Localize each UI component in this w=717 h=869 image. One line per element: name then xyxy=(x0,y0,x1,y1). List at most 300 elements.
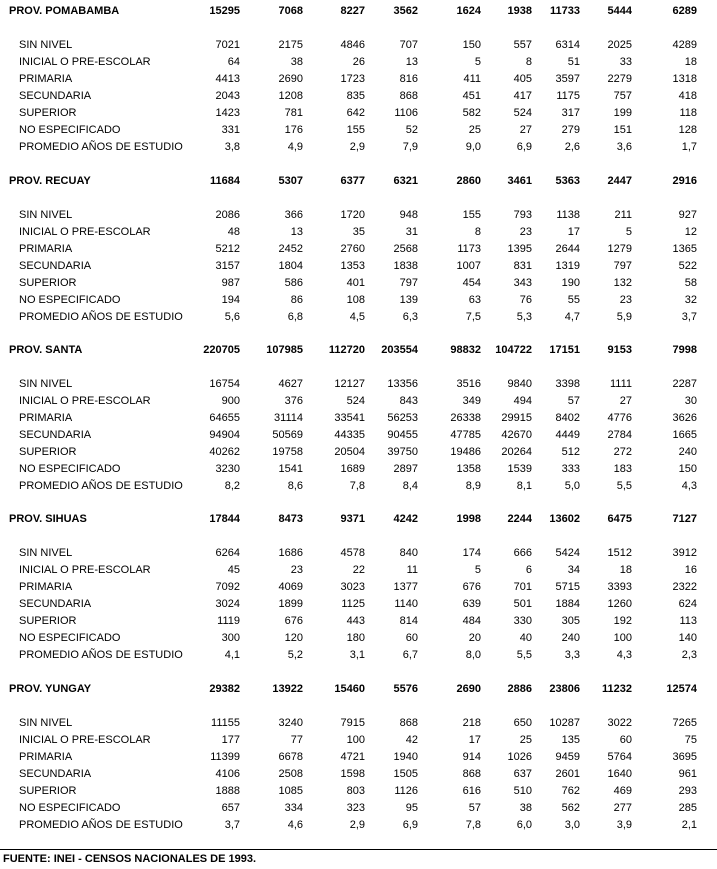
table-cell: 76 xyxy=(519,294,532,306)
table-cell: 3157 xyxy=(215,260,240,272)
province-total-cell: 6377 xyxy=(340,175,365,187)
table-cell: 401 xyxy=(346,277,365,289)
table-cell: 139 xyxy=(399,294,418,306)
table-cell: 451 xyxy=(462,90,481,102)
table-cell: 19758 xyxy=(272,446,303,458)
table-cell: 1899 xyxy=(278,598,303,610)
table-cell: 2043 xyxy=(215,90,240,102)
table-cell: 5,3 xyxy=(516,311,532,323)
table-cell: 4106 xyxy=(215,768,240,780)
row-label: INICIAL O PRE-ESCOLAR xyxy=(19,395,151,407)
table-cell: 240 xyxy=(678,446,697,458)
table-cell: 12127 xyxy=(334,378,365,390)
table-cell: 5,5 xyxy=(616,480,632,492)
table-cell: 2,3 xyxy=(681,649,697,661)
province-block xyxy=(0,681,717,851)
table-cell: 586 xyxy=(284,277,303,289)
table-cell: 6678 xyxy=(278,751,303,763)
table-cell: 5,2 xyxy=(287,649,303,661)
table-cell: 42 xyxy=(405,734,418,746)
table-cell: 140 xyxy=(678,632,697,644)
table-cell: 26338 xyxy=(450,412,481,424)
table-cell: 27 xyxy=(619,395,632,407)
table-cell: 417 xyxy=(513,90,532,102)
table-row xyxy=(0,545,717,562)
table-cell: 32 xyxy=(684,294,697,306)
table-cell: 494 xyxy=(513,395,532,407)
province-total-cell: 17844 xyxy=(209,513,240,525)
table-cell: 3022 xyxy=(607,717,632,729)
table-cell: 155 xyxy=(462,209,481,221)
table-cell: 2690 xyxy=(278,73,303,85)
table-cell: 1884 xyxy=(555,598,580,610)
table-cell: 19486 xyxy=(450,446,481,458)
table-cell: 55 xyxy=(567,294,580,306)
province-name: PROV. YUNGAY xyxy=(9,683,92,695)
table-cell: 961 xyxy=(678,768,697,780)
table-cell: 816 xyxy=(399,73,418,85)
table-cell: 1,7 xyxy=(681,141,697,153)
table-cell: 90455 xyxy=(387,429,418,441)
table-cell: 17 xyxy=(567,226,580,238)
table-cell: 5,5 xyxy=(516,649,532,661)
row-label: SUPERIOR xyxy=(19,785,77,797)
table-cell: 7,5 xyxy=(465,311,481,323)
province-name: PROV. RECUAY xyxy=(9,175,91,187)
table-cell: 4,7 xyxy=(564,311,580,323)
table-cell: 31114 xyxy=(274,412,303,424)
table-cell: 1173 xyxy=(457,243,481,255)
table-row xyxy=(0,444,717,461)
table-cell: 6 xyxy=(525,564,532,576)
table-row xyxy=(0,630,717,647)
table-cell: 155 xyxy=(346,124,365,136)
table-cell: 4,5 xyxy=(349,311,365,323)
table-cell: 18 xyxy=(619,564,632,576)
table-cell: 6,9 xyxy=(516,141,532,153)
table-cell: 39750 xyxy=(387,446,418,458)
row-label: PROMEDIO AÑOS DE ESTUDIO xyxy=(19,819,183,831)
table-row xyxy=(0,309,717,326)
table-cell: 676 xyxy=(284,615,303,627)
province-total-cell: 4242 xyxy=(393,513,418,525)
table-cell: 1423 xyxy=(215,107,240,119)
table-cell: 11399 xyxy=(210,751,240,763)
table-cell: 793 xyxy=(513,209,532,221)
table-cell: 657 xyxy=(221,802,240,814)
table-cell: 128 xyxy=(678,124,697,136)
table-cell: 2287 xyxy=(672,378,697,390)
row-label: SIN NIVEL xyxy=(19,39,73,51)
table-row xyxy=(0,258,717,275)
table-cell: 900 xyxy=(221,395,240,407)
table-cell: 831 xyxy=(513,260,532,272)
row-label: SECUNDARIA xyxy=(19,598,92,610)
table-cell: 8,1 xyxy=(516,480,532,492)
table-cell: 5212 xyxy=(215,243,240,255)
table-cell: 3393 xyxy=(607,581,632,593)
row-label: NO ESPECIFICADO xyxy=(19,463,121,475)
province-total-cell: 15460 xyxy=(334,683,365,695)
table-cell: 4721 xyxy=(340,751,365,763)
table-row xyxy=(0,241,717,258)
table-cell: 1140 xyxy=(394,598,418,610)
source-note: FUENTE: INEI - CENSOS NACIONALES DE 1993. xyxy=(3,853,257,865)
table-cell: 12 xyxy=(684,226,697,238)
table-cell: 7,8 xyxy=(349,480,365,492)
table-cell: 38 xyxy=(519,802,532,814)
table-cell: 3230 xyxy=(215,463,240,475)
province-total-cell: 1998 xyxy=(456,513,481,525)
table-cell: 23 xyxy=(619,294,632,306)
table-row xyxy=(0,207,717,224)
table-cell: 1598 xyxy=(340,768,365,780)
table-cell: 1106 xyxy=(394,107,418,119)
table-cell: 4578 xyxy=(340,547,365,559)
table-cell: 1026 xyxy=(507,751,532,763)
table-cell: 6314 xyxy=(555,39,580,51)
table-cell: 1358 xyxy=(456,463,481,475)
table-cell: 757 xyxy=(613,90,632,102)
province-header-row xyxy=(0,3,717,20)
table-cell: 2897 xyxy=(393,463,418,475)
table-cell: 194 xyxy=(221,294,240,306)
table-cell: 797 xyxy=(399,277,418,289)
table-cell: 5424 xyxy=(555,547,580,559)
table-cell: 17 xyxy=(468,734,481,746)
province-header-row xyxy=(0,173,717,190)
table-cell: 77 xyxy=(290,734,303,746)
table-row xyxy=(0,427,717,444)
table-cell: 285 xyxy=(678,802,697,814)
row-label: PROMEDIO AÑOS DE ESTUDIO xyxy=(19,311,183,323)
table-cell: 2784 xyxy=(607,429,632,441)
table-cell: 5715 xyxy=(555,581,580,593)
table-cell: 151 xyxy=(613,124,632,136)
table-cell: 3023 xyxy=(340,581,365,593)
table-row xyxy=(0,410,717,427)
province-block xyxy=(0,342,717,512)
province-total-cell: 5444 xyxy=(607,5,632,17)
province-total-cell: 8227 xyxy=(340,5,365,17)
table-cell: 3,0 xyxy=(564,819,580,831)
table-cell: 501 xyxy=(513,598,532,610)
table-row xyxy=(0,275,717,292)
table-cell: 1640 xyxy=(607,768,632,780)
table-cell: 1353 xyxy=(340,260,365,272)
province-block xyxy=(0,173,717,343)
table-cell: 1279 xyxy=(607,243,632,255)
table-cell: 1007 xyxy=(456,260,481,272)
table-cell: 7265 xyxy=(672,717,697,729)
province-name: PROV. SANTA xyxy=(9,344,83,356)
table-cell: 814 xyxy=(399,615,418,627)
table-cell: 1119 xyxy=(217,615,240,627)
table-cell: 454 xyxy=(462,277,481,289)
province-total-cell: 2447 xyxy=(607,175,632,187)
table-cell: 199 xyxy=(613,107,632,119)
row-label: PRIMARIA xyxy=(19,243,73,255)
table-cell: 3,7 xyxy=(224,819,240,831)
province-block xyxy=(0,3,717,173)
table-cell: 3,1 xyxy=(349,649,365,661)
table-cell: 524 xyxy=(346,395,365,407)
table-cell: 4776 xyxy=(607,412,632,424)
table-cell: 3024 xyxy=(215,598,240,610)
table-cell: 44335 xyxy=(334,429,365,441)
table-cell: 13 xyxy=(290,226,303,238)
table-cell: 3597 xyxy=(555,73,580,85)
table-cell: 522 xyxy=(678,260,697,272)
province-total-cell: 112720 xyxy=(328,344,365,356)
table-row xyxy=(0,766,717,783)
table-cell: 94904 xyxy=(209,429,240,441)
table-cell: 60 xyxy=(619,734,632,746)
table-row xyxy=(0,54,717,71)
province-total-cell: 3461 xyxy=(507,175,532,187)
table-row xyxy=(0,122,717,139)
table-cell: 240 xyxy=(561,632,580,644)
table-cell: 1505 xyxy=(393,768,418,780)
table-cell: 22 xyxy=(352,564,365,576)
table-cell: 914 xyxy=(462,751,481,763)
table-row xyxy=(0,376,717,393)
table-cell: 2644 xyxy=(555,243,580,255)
row-label: SECUNDARIA xyxy=(19,90,92,102)
table-row xyxy=(0,292,717,309)
table-cell: 1541 xyxy=(278,463,303,475)
table-cell: 3695 xyxy=(672,751,697,763)
table-cell: 927 xyxy=(678,209,697,221)
table-cell: 3516 xyxy=(456,378,481,390)
table-cell: 10287 xyxy=(549,717,580,729)
table-cell: 51 xyxy=(567,56,580,68)
table-cell: 4627 xyxy=(278,378,303,390)
province-total-cell: 5363 xyxy=(555,175,580,187)
table-row xyxy=(0,224,717,241)
table-cell: 47785 xyxy=(450,429,481,441)
table-cell: 33541 xyxy=(334,412,365,424)
table-cell: 5,0 xyxy=(564,480,580,492)
table-cell: 20264 xyxy=(501,446,532,458)
table-cell: 803 xyxy=(346,785,365,797)
row-label: SIN NIVEL xyxy=(19,378,73,390)
province-header-row xyxy=(0,342,717,359)
province-total-cell: 98832 xyxy=(450,344,481,356)
province-total-cell: 7068 xyxy=(278,5,303,17)
table-cell: 1723 xyxy=(340,73,365,85)
row-label: SECUNDARIA xyxy=(19,768,92,780)
table-cell: 2568 xyxy=(393,243,418,255)
row-label: PROMEDIO AÑOS DE ESTUDIO xyxy=(19,480,183,492)
table-cell: 762 xyxy=(561,785,580,797)
table-cell: 1512 xyxy=(607,547,632,559)
province-total-cell: 203554 xyxy=(381,344,418,356)
table-cell: 8,2 xyxy=(224,480,240,492)
table-cell: 4,1 xyxy=(224,649,240,661)
table-cell: 64655 xyxy=(209,412,240,424)
table-cell: 1804 xyxy=(278,260,303,272)
table-row xyxy=(0,37,717,54)
table-cell: 4,3 xyxy=(616,649,632,661)
table-cell: 211 xyxy=(614,209,632,221)
table-cell: 6,7 xyxy=(402,649,418,661)
table-cell: 666 xyxy=(513,547,532,559)
table-cell: 64 xyxy=(227,56,240,68)
table-cell: 95 xyxy=(405,802,418,814)
row-label: INICIAL O PRE-ESCOLAR xyxy=(19,56,151,68)
table-cell: 23 xyxy=(519,226,532,238)
province-total-cell: 29382 xyxy=(209,683,240,695)
table-cell: 7092 xyxy=(215,581,240,593)
table-cell: 2279 xyxy=(607,73,632,85)
table-cell: 1720 xyxy=(340,209,365,221)
table-cell: 7,8 xyxy=(465,819,481,831)
table-cell: 582 xyxy=(462,107,481,119)
table-cell: 3626 xyxy=(672,412,697,424)
province-total-cell: 17151 xyxy=(549,344,580,356)
table-cell: 948 xyxy=(399,209,418,221)
table-cell: 174 xyxy=(462,547,481,559)
table-cell: 8 xyxy=(525,56,532,68)
table-cell: 1539 xyxy=(507,463,532,475)
row-label: NO ESPECIFICADO xyxy=(19,802,121,814)
table-cell: 56253 xyxy=(387,412,418,424)
table-cell: 1208 xyxy=(278,90,303,102)
table-cell: 58 xyxy=(684,277,697,289)
table-cell: 120 xyxy=(284,632,303,644)
table-cell: 8,4 xyxy=(402,480,418,492)
table-cell: 30 xyxy=(684,395,697,407)
province-total-cell: 11733 xyxy=(550,5,580,17)
table-cell: 9459 xyxy=(555,751,580,763)
table-cell: 8402 xyxy=(555,412,580,424)
table-row xyxy=(0,732,717,749)
row-label: PRIMARIA xyxy=(19,581,73,593)
table-cell: 50569 xyxy=(272,429,303,441)
table-cell: 843 xyxy=(399,395,418,407)
table-cell: 63 xyxy=(468,294,481,306)
table-cell: 25 xyxy=(468,124,481,136)
table-cell: 512 xyxy=(561,446,580,458)
table-cell: 42670 xyxy=(501,429,532,441)
table-cell: 1940 xyxy=(393,751,418,763)
table-cell: 5,9 xyxy=(616,311,632,323)
row-label: INICIAL O PRE-ESCOLAR xyxy=(19,564,151,576)
table-cell: 443 xyxy=(346,615,365,627)
table-cell: 707 xyxy=(399,39,418,51)
table-cell: 8,6 xyxy=(287,480,303,492)
table-cell: 4,3 xyxy=(681,480,697,492)
table-cell: 48 xyxy=(227,226,240,238)
table-cell: 2760 xyxy=(340,243,365,255)
province-total-cell: 104722 xyxy=(495,344,532,356)
table-cell: 366 xyxy=(284,209,303,221)
table-row xyxy=(0,461,717,478)
table-cell: 305 xyxy=(561,615,580,627)
table-cell: 13356 xyxy=(387,378,418,390)
table-cell: 1125 xyxy=(341,598,365,610)
table-cell: 3,9 xyxy=(616,819,632,831)
table-row xyxy=(0,393,717,410)
table-cell: 150 xyxy=(462,39,481,51)
table-cell: 637 xyxy=(513,768,532,780)
row-label: SUPERIOR xyxy=(19,277,77,289)
row-label: PROMEDIO AÑOS DE ESTUDIO xyxy=(19,649,183,661)
province-total-cell: 9153 xyxy=(607,344,632,356)
province-total-cell: 2916 xyxy=(672,175,697,187)
province-total-cell: 3562 xyxy=(393,5,418,17)
row-label: SIN NIVEL xyxy=(19,209,73,221)
row-label: PROMEDIO AÑOS DE ESTUDIO xyxy=(19,141,183,153)
table-cell: 277 xyxy=(613,802,632,814)
row-label: SIN NIVEL xyxy=(19,547,73,559)
table-cell: 1260 xyxy=(607,598,632,610)
province-name: PROV. POMABAMBA xyxy=(9,5,120,17)
table-cell: 4069 xyxy=(278,581,303,593)
province-total-cell: 15295 xyxy=(209,5,240,17)
table-cell: 300 xyxy=(221,632,240,644)
row-label: SUPERIOR xyxy=(19,107,77,119)
table-cell: 323 xyxy=(346,802,365,814)
province-name: PROV. SIHUAS xyxy=(9,513,87,525)
table-cell: 6264 xyxy=(215,547,240,559)
province-total-cell: 1938 xyxy=(507,5,532,17)
table-cell: 9840 xyxy=(507,378,532,390)
table-cell: 6,0 xyxy=(516,819,532,831)
table-cell: 868 xyxy=(399,717,418,729)
table-cell: 20504 xyxy=(334,446,365,458)
table-cell: 2086 xyxy=(215,209,240,221)
table-cell: 35 xyxy=(352,226,365,238)
table-cell: 1175 xyxy=(556,90,580,102)
table-cell: 1111 xyxy=(609,378,632,390)
table-cell: 650 xyxy=(513,717,532,729)
table-cell: 113 xyxy=(679,615,697,627)
table-cell: 624 xyxy=(678,598,697,610)
table-cell: 3,6 xyxy=(616,141,632,153)
province-block xyxy=(0,511,717,681)
table-cell: 4449 xyxy=(555,429,580,441)
table-cell: 33 xyxy=(619,56,632,68)
table-cell: 1319 xyxy=(555,260,580,272)
table-cell: 108 xyxy=(346,294,365,306)
footer-divider xyxy=(0,849,717,850)
table-cell: 2,6 xyxy=(564,141,580,153)
row-label: SUPERIOR xyxy=(19,446,77,458)
table-cell: 5 xyxy=(474,56,481,68)
table-cell: 100 xyxy=(346,734,365,746)
table-cell: 781 xyxy=(284,107,303,119)
table-cell: 218 xyxy=(462,717,481,729)
table-cell: 31 xyxy=(405,226,418,238)
table-row xyxy=(0,647,717,664)
province-total-cell: 11232 xyxy=(602,683,632,695)
province-total-cell: 107985 xyxy=(266,344,303,356)
table-cell: 701 xyxy=(513,581,532,593)
table-cell: 616 xyxy=(462,785,481,797)
table-cell: 1126 xyxy=(394,785,418,797)
table-cell: 132 xyxy=(613,277,632,289)
table-cell: 2175 xyxy=(278,39,303,51)
table-cell: 1395 xyxy=(507,243,532,255)
table-cell: 11 xyxy=(406,564,418,576)
table-cell: 8 xyxy=(474,226,481,238)
table-cell: 177 xyxy=(221,734,240,746)
table-cell: 4413 xyxy=(215,73,240,85)
table-cell: 100 xyxy=(613,632,632,644)
table-cell: 642 xyxy=(346,107,365,119)
